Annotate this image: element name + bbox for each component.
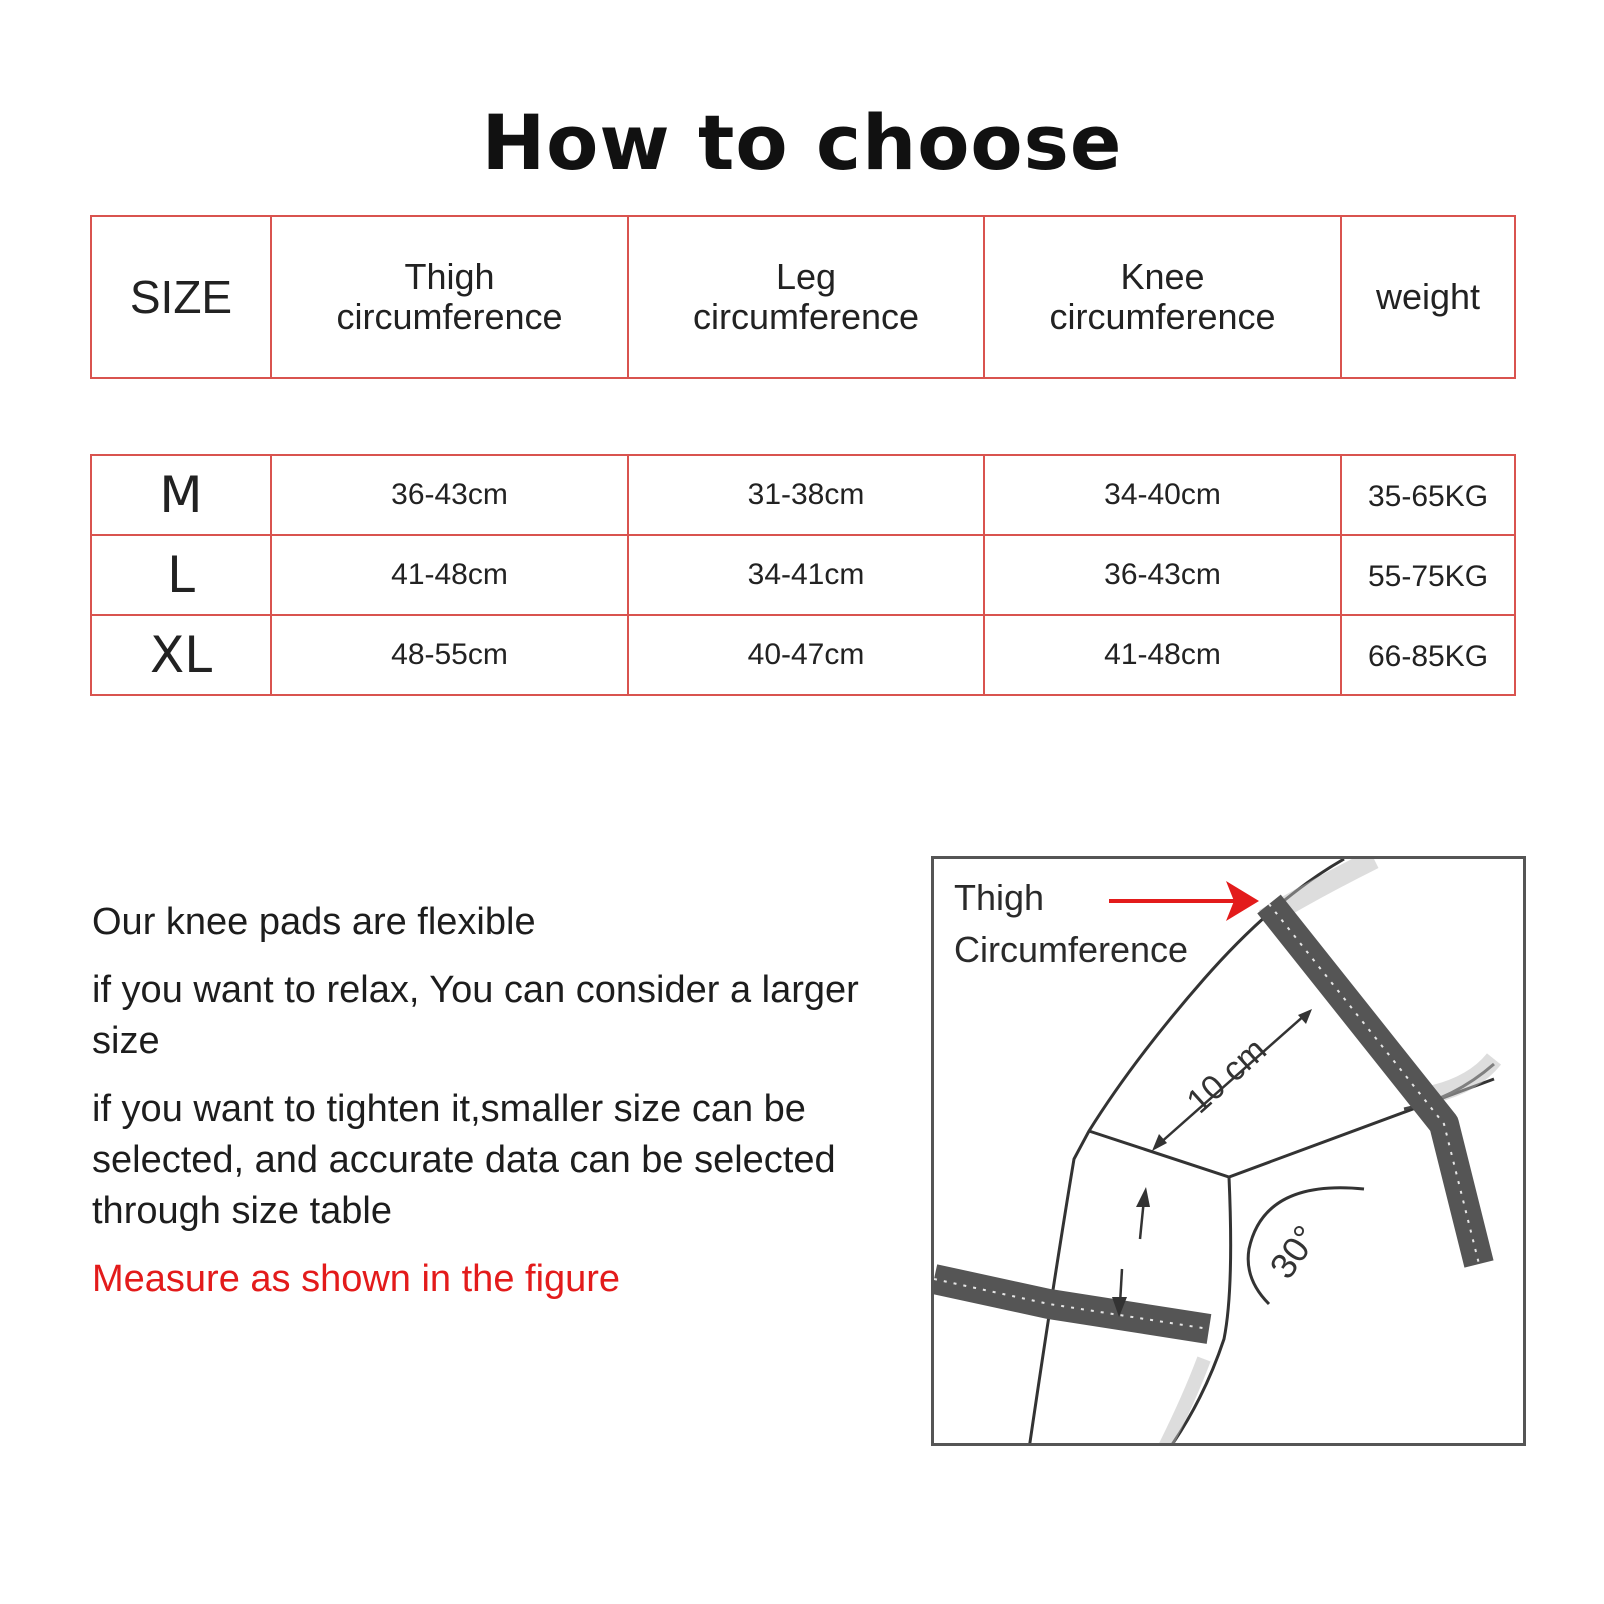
size-table-body: [90, 454, 1516, 696]
knee-cell: 34-40cm: [984, 455, 1341, 535]
thigh-cell: 41-48cm: [271, 535, 628, 615]
table-row: [91, 455, 1515, 535]
measurement-figure: [931, 856, 1526, 1446]
header-knee: [984, 216, 1341, 378]
leg-cell: 40-47cm: [628, 615, 984, 695]
header-thigh-line1: Thigh: [404, 256, 495, 297]
distance-label: 10 cm: [1179, 1030, 1274, 1121]
header-knee-line2: circumference: [1049, 296, 1276, 337]
size-cell: L: [91, 535, 271, 615]
size-notes: [92, 897, 912, 1322]
header-leg: [628, 216, 984, 378]
size-cell: M: [91, 455, 271, 535]
weight-cell: 55-75KG: [1341, 535, 1515, 615]
header-thigh: [271, 216, 628, 378]
leg-cell: 31-38cm: [628, 455, 984, 535]
weight-cell: 66-85KG: [1341, 615, 1515, 695]
note-relax: if you want to relax, You can consider a larger size: [92, 969, 859, 1062]
header-size: SIZE: [91, 216, 271, 378]
header-weight: weight: [1341, 216, 1515, 378]
size-cell: XL: [91, 615, 271, 695]
leg-cell: 34-41cm: [628, 535, 984, 615]
figure-label-circumference: Circumference: [954, 929, 1189, 970]
thigh-cell: 36-43cm: [271, 455, 628, 535]
calf-tape: [934, 1279, 1209, 1329]
page-title: How to choose: [481, 98, 1123, 187]
note-flexible: Our knee pads are flexible: [92, 901, 536, 943]
angle-label: 30°: [1261, 1217, 1327, 1286]
header-thigh-line2: circumference: [336, 296, 563, 337]
header-leg-line1: Leg: [775, 256, 837, 297]
note-measure: Measure as shown in the figure: [92, 1258, 621, 1300]
figure-label-thigh: Thigh: [954, 877, 1045, 918]
header-leg-line2: circumference: [692, 296, 920, 337]
note-tighten: if you want to tighten it,smaller size can be selected, and accurate data can be selected through size table: [92, 1088, 836, 1232]
thigh-cell: 48-55cm: [271, 615, 628, 695]
knee-cell: 41-48cm: [984, 615, 1341, 695]
table-row: [91, 615, 1515, 695]
knee-cell: 36-43cm: [984, 535, 1341, 615]
header-knee-line1: Knee: [1120, 256, 1205, 297]
size-table-header: [90, 215, 1516, 379]
weight-cell: 35-65KG: [1341, 455, 1515, 535]
table-row: [91, 535, 1515, 615]
